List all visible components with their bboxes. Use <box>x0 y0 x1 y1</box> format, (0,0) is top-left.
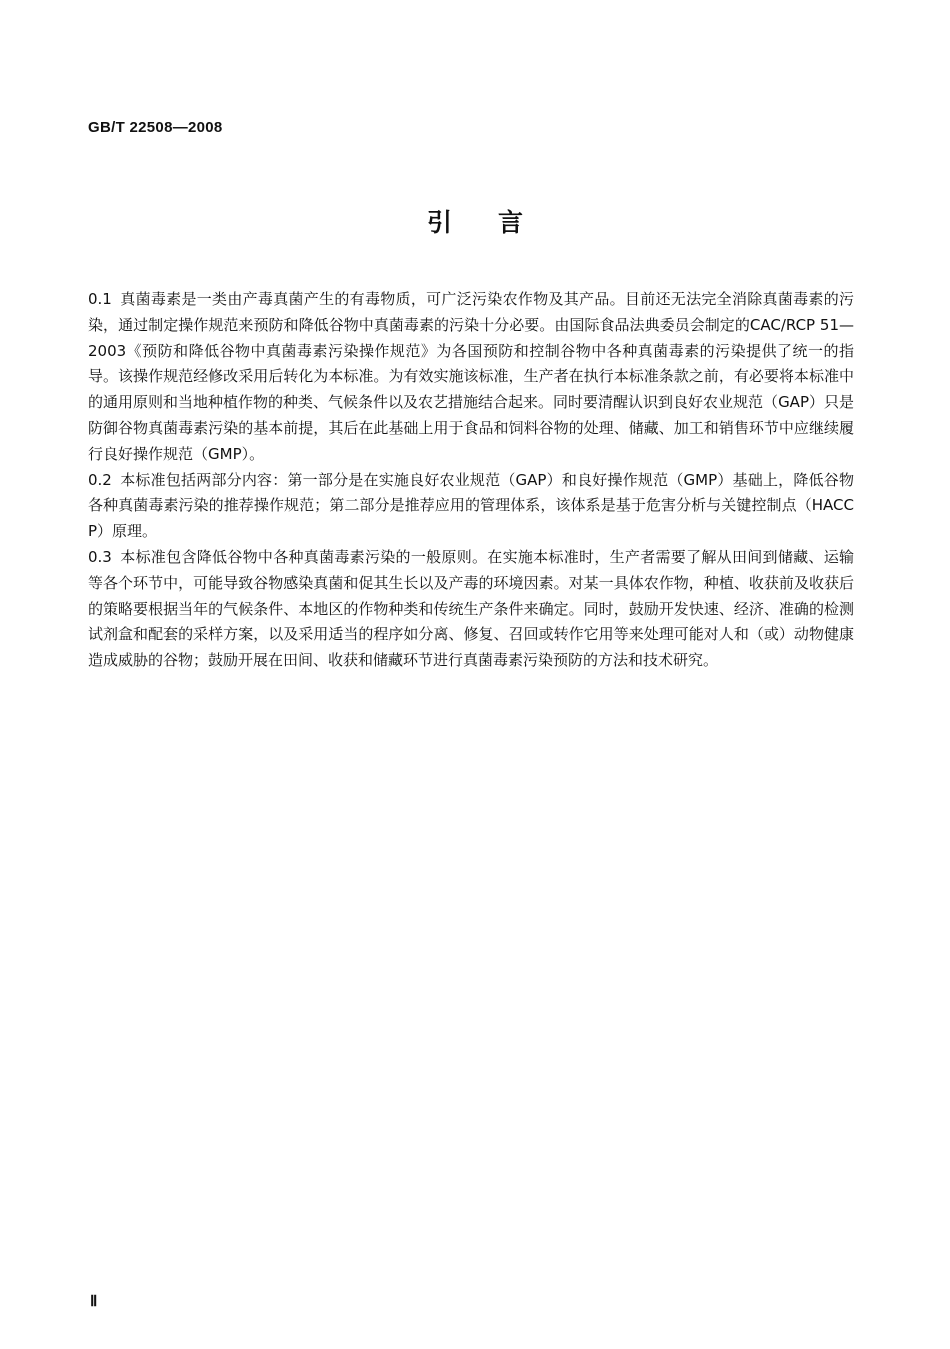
introduction-body <box>88 287 854 674</box>
clause-number: 0.1 <box>88 290 112 308</box>
clause-number: 0.2 <box>88 470 112 489</box>
clause-text: 本标准包括两部分内容：第一部分是在实施良好农业规范（GAP）和良好操作规范（GMP）基础上，降低谷物各种真菌毒素污染的推荐操作规范；第二部分是推荐应用的管理体系，该体系是基于危害分析与关键控制点（HACCP）原理。 <box>88 470 854 541</box>
standard-code: GB/T 22508—2008 <box>88 119 223 136</box>
section-title: 引言 <box>426 208 569 237</box>
clause-0-2 <box>88 468 854 545</box>
clause-0-3 <box>88 545 854 674</box>
clause-text: 本标准包含降低谷物中各种真菌毒素污染的一般原则。在实施本标准时，生产者需要了解从田间到储藏、运输等各个环节中，可能导致谷物感染真菌和促其生长以及产毒的环境因素。对某一具体农作物，种植、收获前及收获后的策略要根据当年的气候条件、本地区的作物种类和传统生产条件来确定。同时，鼓励开发快速、经济、准确的检测试剂盒和配套的采样方案，以及采用适当的程序如分离、修复、召回或转作它用等来处理可能对人和（或）动物健康造成威胁的谷物；鼓励开展在田间、收获和储藏环节进行真菌毒素污染预防的方法和技术研究。 <box>88 547 854 670</box>
page-number: Ⅱ <box>90 1294 98 1310</box>
clause-number: 0.3 <box>88 547 112 566</box>
clause-0-1 <box>88 287 854 468</box>
clause-text: 真菌毒素是一类由产毒真菌产生的有毒物质，可广泛污染农作物及其产品。目前还无法完全消除真菌毒素的污染，通过制定操作规范来预防和降低谷物中真菌毒素的污染十分必要。由国际食品法典委员会制定的CAC/RCP 51—2003《预防和降低谷物中真菌毒素污染操作规范》为各国预防和控制谷物中各种真菌毒素的污染提供了统一的指导。该操作规范经修改采用后转化为本标准。为有效实施该标准，生产者在执行本标准条款之前，有必要将本标准中的通用原则和当地种植作物的种类、气候条件以及农艺措施结合起来。同时要清醒认识到良好农业规范（GAP）只是防御谷物真菌毒素污染的基本前提，其后在此基础上用于食品和饲料谷物的处理、储藏、加工和销售环节中应继续履行良好操作规范（GMP）。 <box>88 290 854 463</box>
